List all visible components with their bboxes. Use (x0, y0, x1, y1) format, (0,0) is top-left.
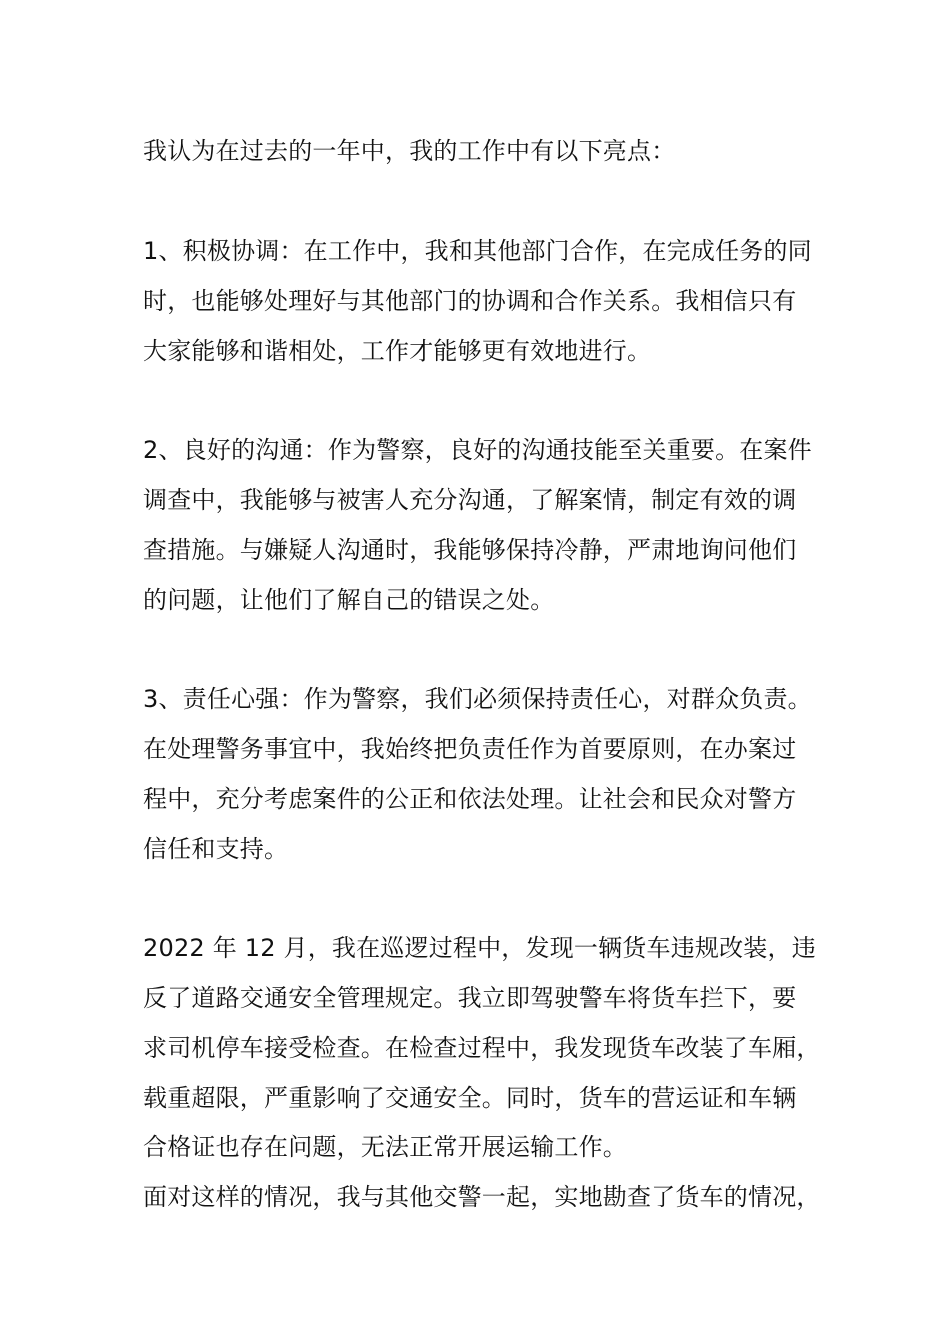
item3-line-3: 程中，充分考虑案件的公正和依法处理。让社会和民众对警方 (143, 785, 797, 813)
case-line-4: 载重超限，严重影响了交通安全。同时，货车的营运证和车辆 (143, 1084, 797, 1112)
case-line-1: 2022 年 12 月，我在巡逻过程中，发现一辆货车违规改装，违 (143, 934, 816, 962)
item3-line-1: 3、责任心强：作为警察，我们必须保持责任心，对群众负责。 (143, 685, 812, 713)
case-line-2: 反了道路交通安全管理规定。我立即驾驶警车将货车拦下，要 (143, 984, 797, 1012)
case-line-5: 合格证也存在问题，无法正常开展运输工作。 (143, 1133, 627, 1161)
item2-line-1: 2、良好的沟通：作为警察，良好的沟通技能至关重要。在案件 (143, 436, 812, 464)
case-line-3: 求司机停车接受检查。在检查过程中，我发现货车改装了车厢， (143, 1034, 821, 1062)
case-line-6: 面对这样的情况，我与其他交警一起，实地勘查了货车的情况， (143, 1183, 821, 1211)
item1-line-3: 大家能够和谐相处，工作才能够更有效地进行。 (143, 337, 652, 365)
item3-line-2: 在处理警务事宜中，我始终把负责任作为首要原则，在办案过 (143, 735, 797, 763)
item2-line-3: 查措施。与嫌疑人沟通时，我能够保持冷静，严肃地询问他们 (143, 536, 797, 564)
item1-line-1: 1、积极协调：在工作中，我和其他部门合作，在完成任务的同 (143, 237, 812, 265)
item2-line-2: 调查中，我能够与被害人充分沟通，了解案情，制定有效的调 (143, 486, 797, 514)
item3-line-4: 信任和支持。 (143, 835, 289, 863)
item1-line-2: 时，也能够处理好与其他部门的协调和合作关系。我相信只有 (143, 287, 797, 315)
intro-line: 我认为在过去的一年中，我的工作中有以下亮点： (143, 137, 676, 165)
item2-line-4: 的问题，让他们了解自己的错误之处。 (143, 586, 555, 614)
